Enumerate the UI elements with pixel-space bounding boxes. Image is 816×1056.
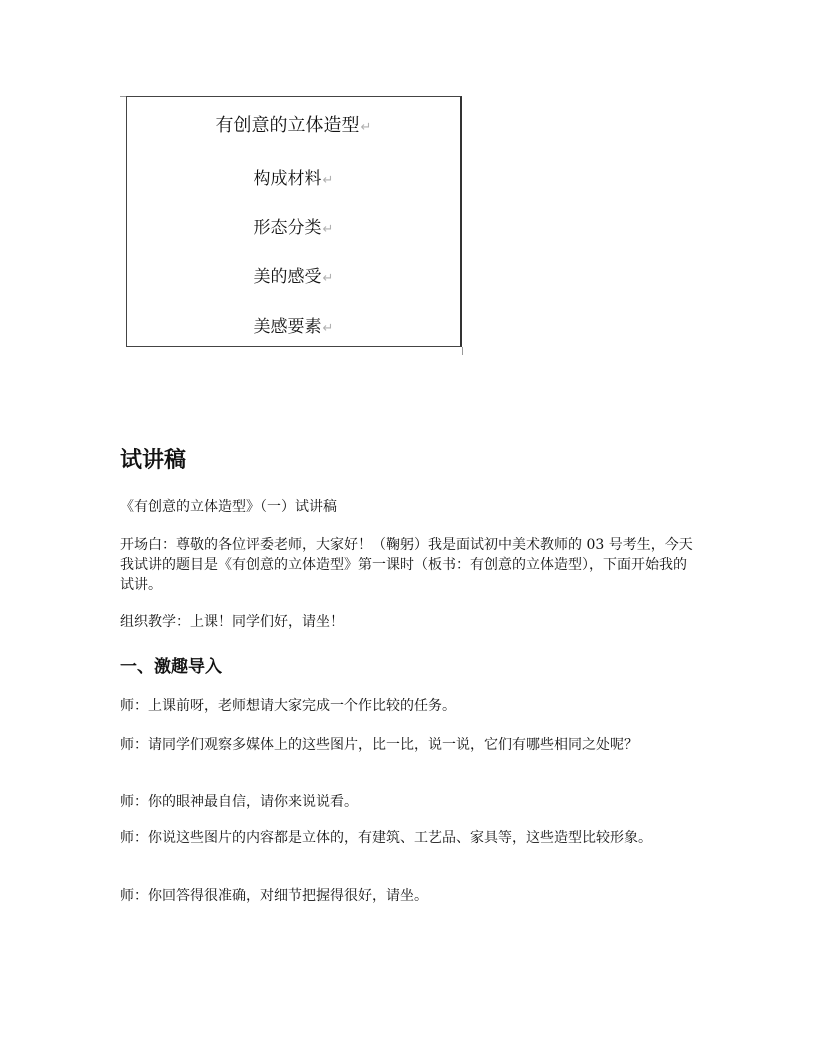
opening-paragraph: 开场白：尊敬的各位评委老师，大家好！（鞠躬）我是面试初中美术教师的 03 号考生，今天我试讲的题目是《有创意的立体造型》第一课时（板书：有创意的立体造型），下面开始我的试讲。 (120, 537, 693, 593)
board-title-text: 有创意的立体造型 (215, 115, 360, 136)
board-item (127, 164, 460, 189)
paragraph-mark-icon: ↵ (322, 222, 334, 237)
paragraph-mark-icon: ↵ (322, 271, 334, 286)
board-item (127, 312, 460, 337)
document-heading: 试讲稿 (120, 448, 187, 473)
paragraph-mark-icon: ↵ (360, 120, 372, 135)
paragraph-mark-icon: ↵ (322, 173, 334, 188)
teacher-line: 师：你说这些图片的内容都是立体的，有建筑、工艺品、家具等，这些造型比较形象。 (120, 830, 652, 846)
corner-crop-mark (462, 347, 471, 355)
board-item (127, 213, 460, 238)
lesson-title-paragraph: 《有创意的立体造型》（一）试讲稿 (120, 499, 337, 515)
teacher-line: 师：上课前呀，老师想请大家完成一个作比较的任务。 (120, 698, 456, 714)
board-item-text: 美的感受 (253, 267, 322, 287)
teacher-line: 师：请同学们观察多媒体上的这些图片，比一比，说一说，它们有哪些相同之处呢？ (120, 737, 638, 753)
teacher-line: 师：你回答得很准确，对细节把握得很好，请坐。 (120, 888, 428, 904)
section-heading: 一、激趣导入 (120, 657, 222, 677)
board-item-text: 美感要素 (253, 317, 322, 337)
board-item (127, 262, 460, 287)
organize-paragraph: 组织教学：上课！同学们好，请坐！ (120, 614, 344, 630)
board-item-text: 构成材料 (253, 169, 322, 189)
board-item-text: 形态分类 (253, 218, 322, 238)
board-title (127, 111, 460, 137)
paragraph-mark-icon: ↵ (322, 321, 334, 336)
teacher-line: 师：你的眼神最自信，请你来说说看。 (120, 794, 358, 810)
blackboard-design-box (126, 96, 462, 347)
